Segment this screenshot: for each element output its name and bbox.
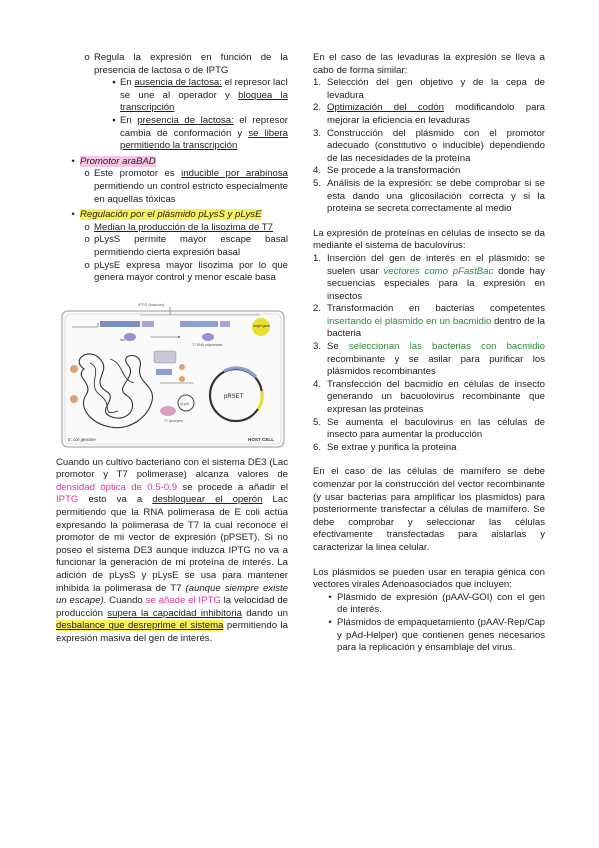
right-column (313, 52, 545, 655)
prset-label: pRSET (224, 393, 244, 400)
laci-label: lacI (120, 337, 126, 342)
heading-plys: Regulación por el plásmido pLysS y pLysE (80, 209, 262, 221)
de3-paragraph: Cuando un cultivo bacteriano con el sistema DE3 (Lac promotor y T7 polimerase) alcanza valores de densidad óptica de 0.5-0.9 se procede a añadir el IPTG esto va a desbloquear el operón Lac permitiendo que la RNA polimerasa de E coli actúa expresando la polimerasa de T7 la cual reconoce el promotor de mi vector de expresión (pPSET). Si no poseo el sistema DE3 aunque induzca IPTG no va a funcionar la generación de mi proteína de interés. La adición de pLysS y pLysE se usa para mantener inhibida la polimerasa de T7 (aunque siempre existe un escape). Cuando se añade el IPTG la velocidad de producción supera la capacidad inhibitoria dando un desbalance que desreprime el sistema permitiendo la expresión masiva del gen de interés. (56, 456, 289, 644)
circle-bullet-icon: o (84, 168, 90, 180)
bullet-icon: • (328, 591, 332, 603)
lysozyme-label: T7 lysozyme (164, 418, 184, 423)
expression-system-diagram (60, 299, 288, 449)
circle-bullet-icon: o (84, 52, 90, 63)
list-item: 6. Se extrae y purifica la proteina (313, 441, 457, 453)
left-column (56, 52, 288, 646)
ecoli-genome-label: E. coli genome (68, 436, 96, 442)
list-item: o Regula la expresión en función de la presencia de lactosa o de IPTG (56, 52, 288, 77)
list-item: 4. Transfección del bacmidio en células de insecto generando un bacuolovirus recombinante que expresan las proteinas (313, 378, 545, 416)
list-item: o pLysS permite mayor escape basal permitiendo cierta expresión basal (56, 234, 288, 259)
target-gene-label: target gene (253, 323, 271, 328)
bullet-icon: • (71, 209, 75, 221)
heading-arabad: Promotor araBAD (80, 155, 156, 167)
list-item (56, 209, 288, 222)
square-bullet-icon: ▪ (112, 114, 116, 126)
list-item: 2. Optimización del codón modificandolo para mejorar la eficiencia en levaduras (313, 102, 545, 126)
list-item: o pLysE expresa mayor lisozima por lo que genera mayor control y menor escale basa (56, 260, 288, 285)
list-item: 5. Análisis de la expresión: se debe comprobar si se esta dando una glicosilación correcta y si la proteina se secreta correctamente al medio (313, 177, 545, 215)
list-item: ▪ En presencia de lactosa: el represor cambia de conformación y se libera permitiendo la transcripción (56, 115, 288, 153)
circle-bullet-icon: o (84, 221, 90, 233)
list-item: 4. Se procede a la transformación (313, 165, 461, 177)
plyss-label: pLysS (180, 401, 190, 406)
list-item: 1. Selección del gen objetivo y de la cepa de levadura (313, 77, 545, 101)
list-item: 3. Se seleccionan las bacterias con bacmidio recombinante y se asilar para purificar los plásmidos recombinantes (313, 341, 545, 378)
host-cell-label: HOST CELL (248, 436, 275, 442)
square-bullet-icon: ▪ (112, 77, 116, 89)
list-item: ▪ En ausencia de lactosa: el represor lacI se une al operador y bloquea la transcripción (56, 77, 288, 115)
iptg-label: IPTG (inducer) (138, 301, 165, 307)
insect-intro: La expresión de proteínas en células de insecto se da mediante el sistema de baculovirus: (313, 227, 545, 252)
bullet-icon: • (328, 616, 332, 628)
mammal-paragraph: En el caso de las células de mamífero se debe comenzar por la construcción del vector recombinante (y usar bacterias para amplificar los plasmidos) para posteriormente transfectar a células de mamífero. Se debe comprobar y seleccionar las células efectivamente transfectadas para aislarlas y caracterizar la linea celular. (313, 466, 545, 553)
yeast-intro: En el caso de las levaduras la expresión se lleva a cabo de forma similar: (313, 52, 545, 76)
list-item: o Median la producción de la lisozima de T7 (56, 222, 288, 235)
circle-bullet-icon: o (84, 259, 90, 271)
list-item (56, 156, 288, 169)
list-item: 2. Transformación en bacterias competentes insertando el plásmido en un bacmidio dentro de la bacteria (313, 303, 545, 340)
gene-therapy-intro: Los plásmidos se pueden usar en terapia génica con vectores virales Adenoasociados que incluyen: (313, 566, 545, 591)
list-item: • Plásmidos de empaquetamiento (pAAV-Rep/Cap y pAd-Helper) que contienen genes necesarios para la replicación y ensamblaje del virus. (313, 617, 545, 655)
list-item: o Este promotor es inducible por arabinosa permitiendo un control estricto especialmente en aquellas tóxicas (56, 168, 288, 206)
circle-bullet-icon: o (84, 234, 90, 246)
list-item: 3. Construcción del plásmido con el promotor adecuado (constitutivo o inducible) dependiendo de las necesidades de la proteína (313, 127, 545, 164)
list-item: 5. Se aumenta el baculovirus en las células de insecto para aumentar la producción (313, 416, 545, 441)
bullet-icon: • (71, 155, 75, 167)
list-item: 1. Inserción del gen de interés en el plásmido: se suelen usar vectores como pFastBac donde hay secuencias especiales para la expresión en insectos (313, 252, 546, 302)
list-item: • Plásmido de expresión (pAAV-GOI) con el gen de interés. (313, 592, 545, 617)
t7-pol-label: T7 RNA polymerase (192, 342, 223, 347)
